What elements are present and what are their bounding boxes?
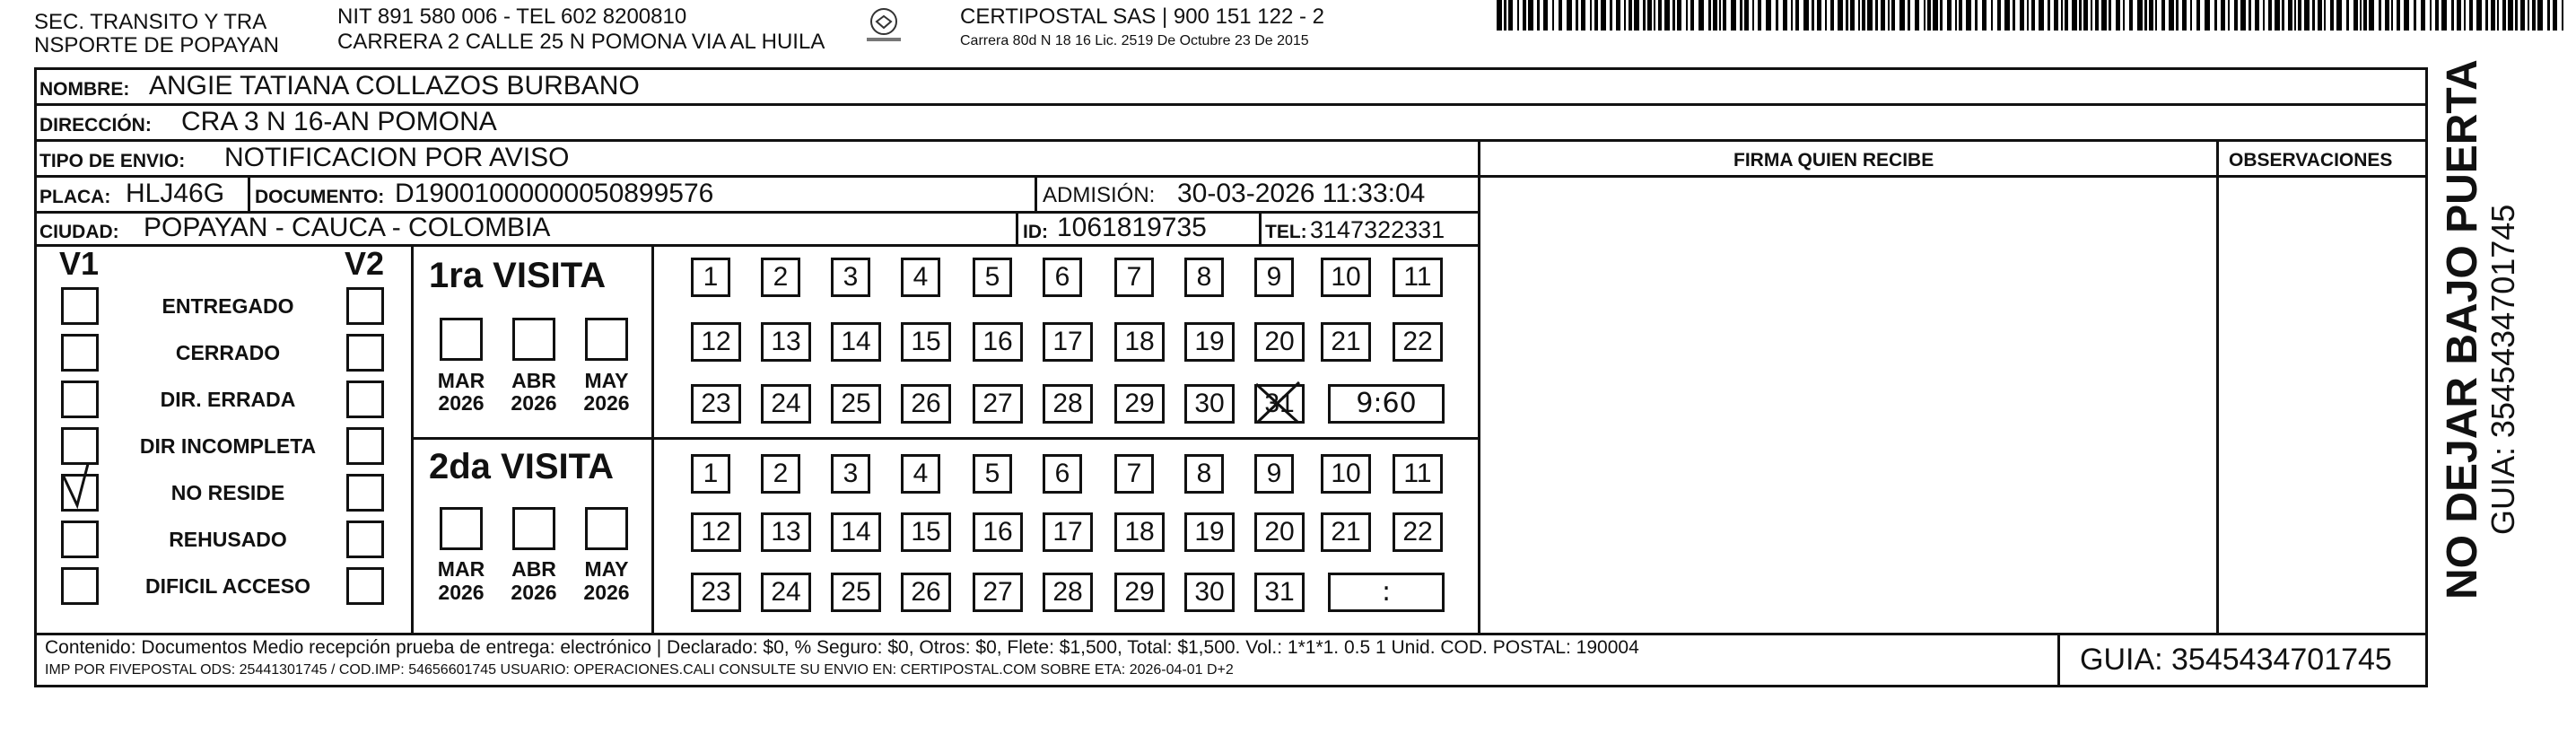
month-year: 2026: [511, 391, 557, 415]
placa-label: PLACA:: [39, 187, 111, 207]
month-name: MAR: [437, 369, 485, 392]
footer-guia: GUIA: 3545434701745: [2080, 643, 2392, 677]
barcode-icon: [1497, 0, 2566, 31]
day-box[interactable]: 22: [1393, 322, 1443, 362]
direccion-value: CRA 3 N 16-AN POMONA: [181, 107, 497, 136]
documento-label: DOCUMENTO:: [255, 187, 385, 207]
v1-checkbox[interactable]: [61, 427, 99, 465]
admision-label: ADMISIÓN:: [1043, 183, 1156, 207]
day-box[interactable]: 26: [901, 384, 951, 424]
day-box[interactable]: 5: [973, 454, 1012, 494]
v1-checkbox[interactable]: [61, 521, 99, 558]
day-box[interactable]: 9: [1254, 454, 1294, 494]
month-name: MAY: [584, 369, 629, 392]
month-name: MAR: [437, 557, 485, 581]
day-box[interactable]: 8: [1184, 258, 1224, 297]
day-box[interactable]: 10: [1321, 454, 1371, 494]
month-checkbox[interactable]: [440, 318, 483, 361]
side-warning: NO DEJAR BAJO PUERTA: [2439, 59, 2486, 599]
footer-content-line: Contenido: Documentos Medio recepción prueba de entrega: electrónico | Declarado: $0, % Seguro: $0, Otros: $0, Flete: $1,500, Total: $1,500. Vol.: 1*1*1. 0.5 1 Unid. COD. POSTAL: 190004: [45, 637, 1639, 658]
day-box[interactable]: 28: [1043, 384, 1093, 424]
second-visit-title: 2da VISITA: [429, 447, 614, 486]
day-box[interactable]: 3: [831, 454, 870, 494]
day-box[interactable]: 9: [1254, 258, 1294, 297]
id-value: 1061819735: [1057, 213, 1207, 242]
month-year: 2026: [438, 581, 485, 604]
v2-header: V2: [345, 245, 385, 282]
day-box[interactable]: 29: [1114, 384, 1165, 424]
month-name: MAY: [584, 557, 629, 581]
v1-checkbox[interactable]: [61, 567, 99, 605]
tipo-envio-label: TIPO DE ENVIO:: [39, 151, 186, 171]
day-box[interactable]: 24: [761, 573, 811, 612]
day-box[interactable]: 16: [973, 322, 1023, 362]
nombre-value: ANGIE TATIANA COLLAZOS BURBANO: [149, 71, 640, 101]
tipo-envio-value: NOTIFICACION POR AVISO: [224, 143, 570, 172]
month-checkbox[interactable]: [512, 318, 555, 361]
day-box[interactable]: 14: [831, 512, 881, 552]
month-name: ABR: [511, 557, 556, 581]
direccion-label: DIRECCIÓN:: [39, 115, 152, 136]
v1-checkbox[interactable]: [61, 474, 99, 512]
documento-value: D19001000000050899576: [395, 179, 714, 208]
v2-checkbox[interactable]: [346, 474, 384, 512]
month-checkbox[interactable]: [585, 318, 628, 361]
day-box[interactable]: 4: [901, 258, 940, 297]
month-checkbox[interactable]: [585, 507, 628, 550]
v2-checkbox[interactable]: [346, 334, 384, 372]
month-checkbox[interactable]: [512, 507, 555, 550]
day-box[interactable]: 25: [831, 384, 881, 424]
day-box[interactable]: 15: [901, 322, 951, 362]
v1-header: V1: [59, 245, 100, 282]
day-box[interactable]: 29: [1114, 573, 1165, 612]
day-box[interactable]: 31: [1254, 573, 1305, 612]
day-box[interactable]: 11: [1393, 258, 1443, 297]
day-box[interactable]: 24: [761, 384, 811, 424]
id-label: ID:: [1023, 222, 1048, 242]
day-box[interactable]: 18: [1114, 322, 1165, 362]
observaciones-label: OBSERVACIONES: [2229, 150, 2393, 171]
day-box[interactable]: 3: [831, 258, 870, 297]
day-box[interactable]: 16: [973, 512, 1023, 552]
v2-checkbox[interactable]: [346, 287, 384, 325]
day-box[interactable]: 19: [1184, 322, 1235, 362]
day-box[interactable]: 13: [761, 512, 811, 552]
day-box[interactable]: 2: [761, 454, 800, 494]
visit-time-box[interactable]: 9:60: [1328, 384, 1445, 424]
day-box[interactable]: 7: [1114, 454, 1154, 494]
day-box[interactable]: 1: [691, 258, 730, 297]
checkmark-icon: [61, 469, 99, 507]
day-box[interactable]: 15: [901, 512, 951, 552]
v1-checkbox[interactable]: [61, 381, 99, 418]
ciudad-label: CIUDAD:: [39, 222, 119, 242]
side-guia: GUIA: 3545434701745: [2484, 204, 2521, 535]
status-reason-label: ENTREGADO: [162, 294, 294, 318]
day-box[interactable]: 27: [973, 573, 1023, 612]
day-box[interactable]: 23: [691, 573, 741, 612]
day-box[interactable]: 10: [1321, 258, 1371, 297]
day-box[interactable]: 4: [901, 454, 940, 494]
day-box[interactable]: 30: [1184, 384, 1235, 424]
day-box[interactable]: 19: [1184, 512, 1235, 552]
month-year: 2026: [438, 391, 485, 415]
month-year: 2026: [583, 581, 630, 604]
day-box[interactable]: 6: [1043, 454, 1082, 494]
day-box[interactable]: 30: [1184, 573, 1235, 612]
v2-checkbox[interactable]: [346, 567, 384, 605]
sender-nit: NIT 891 580 006 - TEL 602 8200810: [337, 4, 687, 29]
sender-address: CARRERA 2 CALLE 25 N POMONA VIA AL HUILA: [337, 30, 825, 54]
logo-icon: [863, 5, 904, 45]
v1-checkbox[interactable]: [61, 287, 99, 325]
firma-label: FIRMA QUIEN RECIBE: [1733, 150, 1934, 171]
day-box[interactable]: 25: [831, 573, 881, 612]
day-box[interactable]: 23: [691, 384, 741, 424]
status-reason-label: DIR. ERRADA: [160, 388, 296, 411]
day-box[interactable]: 11: [1393, 454, 1443, 494]
day-box[interactable]: 31: [1254, 384, 1305, 424]
day-box[interactable]: 2: [761, 258, 800, 297]
v2-checkbox[interactable]: [346, 381, 384, 418]
sender-name-line1: SEC. TRANSITO Y TRA: [34, 10, 267, 34]
status-reason-label: REHUSADO: [169, 528, 287, 551]
day-box[interactable]: 26: [901, 573, 951, 612]
carrier-name: CERTIPOSTAL SAS | 900 151 122 - 2: [960, 4, 1324, 29]
sender-name-line2: NSPORTE DE POPAYAN: [34, 33, 279, 57]
status-reason-label: DIFICIL ACCESO: [144, 574, 310, 598]
day-box[interactable]: 6: [1043, 258, 1082, 297]
tel-label: TEL:: [1265, 222, 1307, 242]
v2-checkbox[interactable]: [346, 427, 384, 465]
visit-time-box[interactable]: :: [1328, 573, 1445, 612]
ciudad-value: POPAYAN - CAUCA - COLOMBIA: [144, 213, 551, 242]
nombre-label: NOMBRE:: [39, 79, 130, 100]
cross-out-icon: [1253, 381, 1306, 425]
day-box[interactable]: 18: [1114, 512, 1165, 552]
v1-checkbox[interactable]: [61, 334, 99, 372]
footer-print-line: IMP POR FIVEPOSTAL ODS: 25441301745 / COD.IMP: 54656601745 USUARIO: OPERACIONES.CALI CONSULTE SU ENVIO EN: CERTIPOSTAL.COM SOBRE ETA: 2026-04-01 D+2: [45, 662, 1234, 678]
first-visit-title: 1ra VISITA: [429, 256, 607, 295]
status-reason-label: CERRADO: [175, 341, 281, 364]
day-box[interactable]: 14: [831, 322, 881, 362]
day-box[interactable]: 17: [1043, 322, 1093, 362]
day-box[interactable]: 12: [691, 322, 741, 362]
day-box[interactable]: 5: [973, 258, 1012, 297]
month-name: ABR: [511, 369, 556, 392]
day-box[interactable]: 21: [1321, 322, 1371, 362]
admision-value: 30-03-2026 11:33:04: [1177, 179, 1426, 208]
day-box[interactable]: 7: [1114, 258, 1154, 297]
month-year: 2026: [511, 581, 557, 604]
month-checkbox[interactable]: [440, 507, 483, 550]
carrier-license: Carrera 80d N 18 16 Lic. 2519 De Octubre 23 De 2015: [960, 33, 1309, 48]
day-box[interactable]: 20: [1254, 322, 1305, 362]
day-box[interactable]: 8: [1184, 454, 1224, 494]
placa-value: HLJ46G: [126, 179, 225, 208]
status-reason-label: DIR INCOMPLETA: [139, 434, 317, 458]
v2-checkbox[interactable]: [346, 521, 384, 558]
day-box[interactable]: 22: [1393, 512, 1443, 552]
day-box[interactable]: 21: [1321, 512, 1371, 552]
month-year: 2026: [583, 391, 630, 415]
day-box[interactable]: 1: [691, 454, 730, 494]
day-box[interactable]: 13: [761, 322, 811, 362]
status-reason-label: NO RESIDE: [170, 481, 285, 504]
day-box[interactable]: 28: [1043, 573, 1093, 612]
day-box[interactable]: 17: [1043, 512, 1093, 552]
day-box[interactable]: 27: [973, 384, 1023, 424]
tel-value: 3147322331: [1310, 216, 1445, 243]
day-box[interactable]: 20: [1254, 512, 1305, 552]
day-box[interactable]: 12: [691, 512, 741, 552]
